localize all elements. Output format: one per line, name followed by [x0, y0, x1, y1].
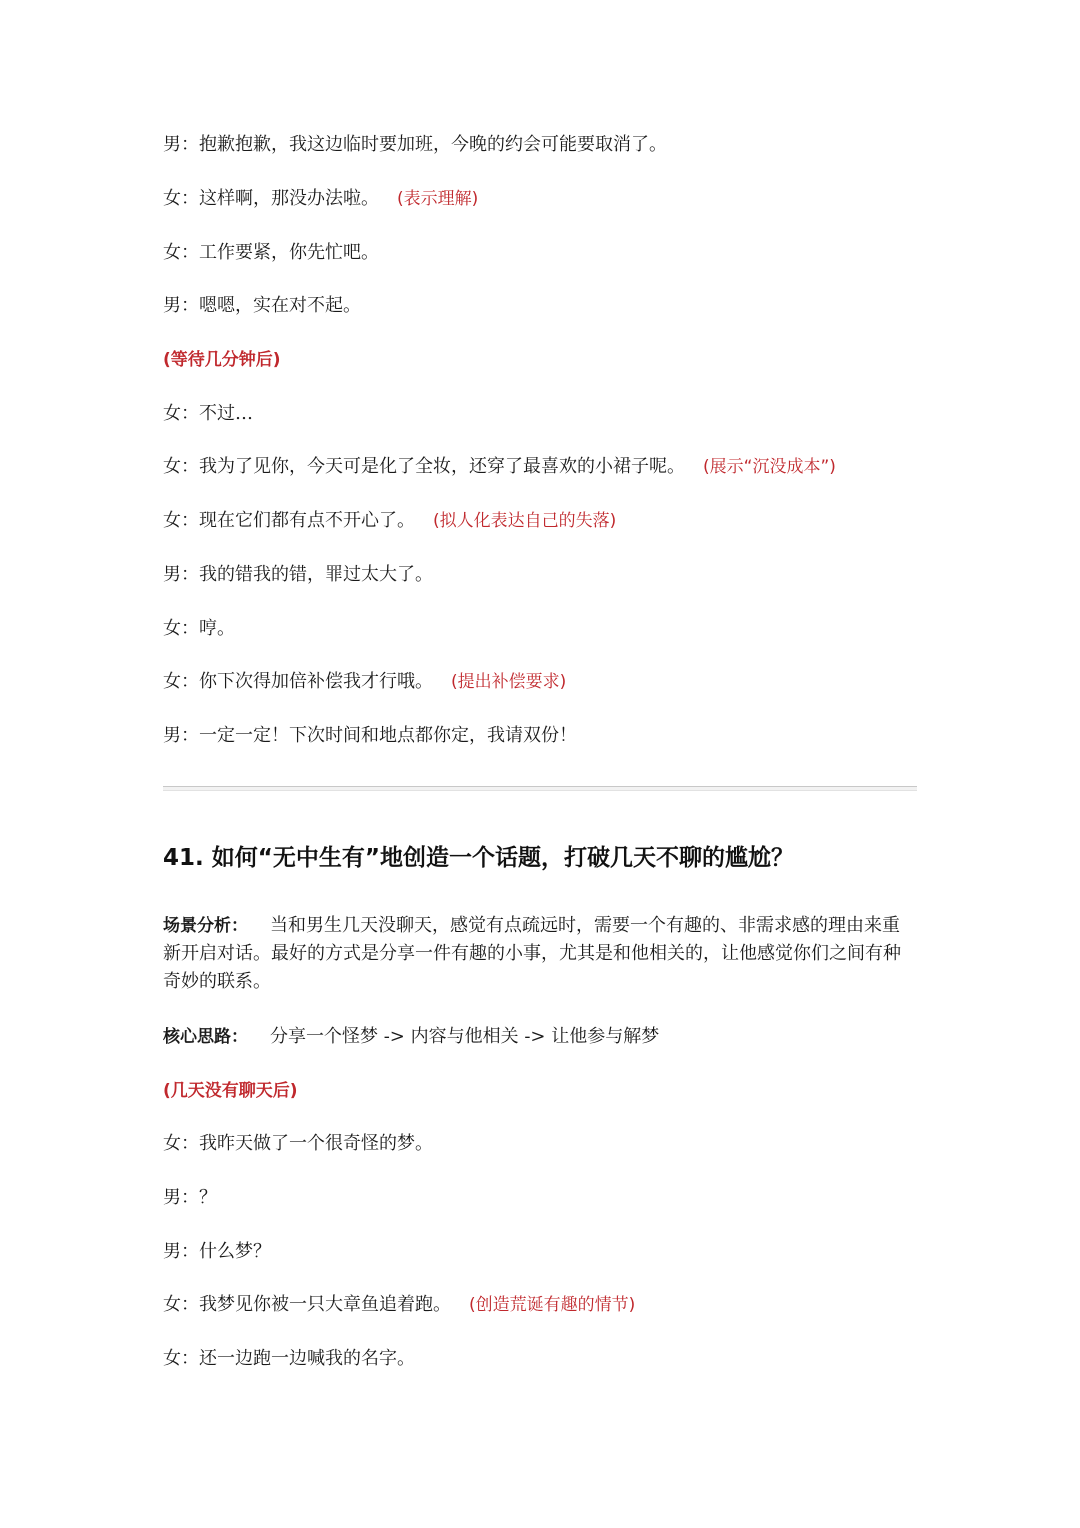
dialogue-line: [163, 187, 478, 211]
scene-analysis-text: 当和男生几天没聊天，感觉有点疏远时，需要一个有趣的、非需求感的理由来重新开启对话。最好的方式是分享一件有趣的小事，尤其是和他相关的，让他感觉你们之间有种奇妙的联系。: [163, 915, 901, 992]
stage-direction: (几天没有聊天后): [163, 1081, 298, 1101]
dialogue-text: 你下次得加倍补偿我才行哦。: [199, 671, 433, 692]
dialogue-text: 不过…: [199, 403, 253, 424]
annotation-note: (提出补偿要求): [451, 672, 567, 692]
dialogue-line: [163, 133, 667, 157]
speaker-label: 女：: [163, 1348, 199, 1369]
dialogue-text: 嗯嗯，实在对不起。: [199, 295, 361, 316]
speaker-label: 女：: [163, 510, 199, 531]
dialogue-line: [163, 1293, 635, 1317]
annotation-note: (表示理解): [397, 189, 479, 209]
speaker-label: 男：: [163, 1241, 199, 1262]
core-idea-line: [163, 1025, 659, 1049]
horizontal-divider: [163, 786, 917, 791]
dialogue-line: [163, 402, 253, 426]
speaker-label: 女：: [163, 1133, 199, 1154]
dialogue-line: [163, 509, 616, 533]
scene-analysis-label: 场景分析：: [163, 916, 248, 936]
dialogue-line: [163, 563, 433, 587]
speaker-label: 男：: [163, 295, 199, 316]
dialogue-line: [163, 1132, 433, 1156]
core-idea-label: 核心思路：: [163, 1027, 248, 1047]
dialogue-text: 抱歉抱歉，我这边临时要加班，今晚的约会可能要取消了。: [199, 134, 667, 155]
annotation-note: (展示“沉没成本”): [703, 457, 836, 477]
speaker-label: 女：: [163, 188, 199, 209]
dialogue-line: [163, 294, 361, 318]
dialogue-line: [163, 1347, 415, 1371]
speaker-label: 女：: [163, 242, 199, 263]
speaker-label: 女：: [163, 671, 199, 692]
scene-analysis-paragraph: [163, 912, 917, 996]
dialogue-text: 什么梦？: [199, 1241, 271, 1262]
dialogue-text: 我昨天做了一个很奇怪的梦。: [199, 1133, 433, 1154]
speaker-label: 男：: [163, 564, 199, 585]
dialogue-line: [163, 241, 379, 265]
dialogue-text: 还一边跑一边喊我的名字。: [199, 1348, 415, 1369]
speaker-label: 女：: [163, 1294, 199, 1315]
dialogue-line: [163, 1240, 271, 1264]
dialogue-line: [163, 617, 235, 641]
dialogue-text: 工作要紧，你先忙吧。: [199, 242, 379, 263]
speaker-label: 男：: [163, 134, 199, 155]
section-heading: 41. 如何“无中生有”地创造一个话题，打破几天不聊的尴尬？: [163, 845, 794, 871]
speaker-label: 男：: [163, 1187, 199, 1208]
dialogue-text: ？: [199, 1187, 217, 1208]
dialogue-line: [163, 455, 836, 479]
speaker-label: 女：: [163, 456, 199, 477]
dialogue-text: 这样啊，那没办法啦。: [199, 188, 379, 209]
dialogue-text: 现在它们都有点不开心了。: [199, 510, 415, 531]
dialogue-line: [163, 670, 566, 694]
stage-direction: (等待几分钟后): [163, 350, 281, 370]
dialogue-text: 我为了见你，今天可是化了全妆，还穿了最喜欢的小裙子呢。: [199, 456, 685, 477]
speaker-label: 女：: [163, 618, 199, 639]
dialogue-line: [163, 724, 577, 748]
dialogue-text: 我梦见你被一只大章鱼追着跑。: [199, 1294, 451, 1315]
annotation-note: (创造荒诞有趣的情节): [469, 1295, 636, 1315]
speaker-label: 女：: [163, 403, 199, 424]
dialogue-text: 我的错我的错，罪过太大了。: [199, 564, 433, 585]
dialogue-text: 哼。: [199, 618, 235, 639]
core-idea-text: 分享一个怪梦 -> 内容与他相关 -> 让他参与解梦: [270, 1026, 660, 1047]
dialogue-text: 一定一定！下次时间和地点都你定，我请双份！: [199, 725, 577, 746]
annotation-note: (拟人化表达自己的失落): [433, 511, 617, 531]
speaker-label: 男：: [163, 725, 199, 746]
dialogue-line: [163, 1186, 217, 1210]
